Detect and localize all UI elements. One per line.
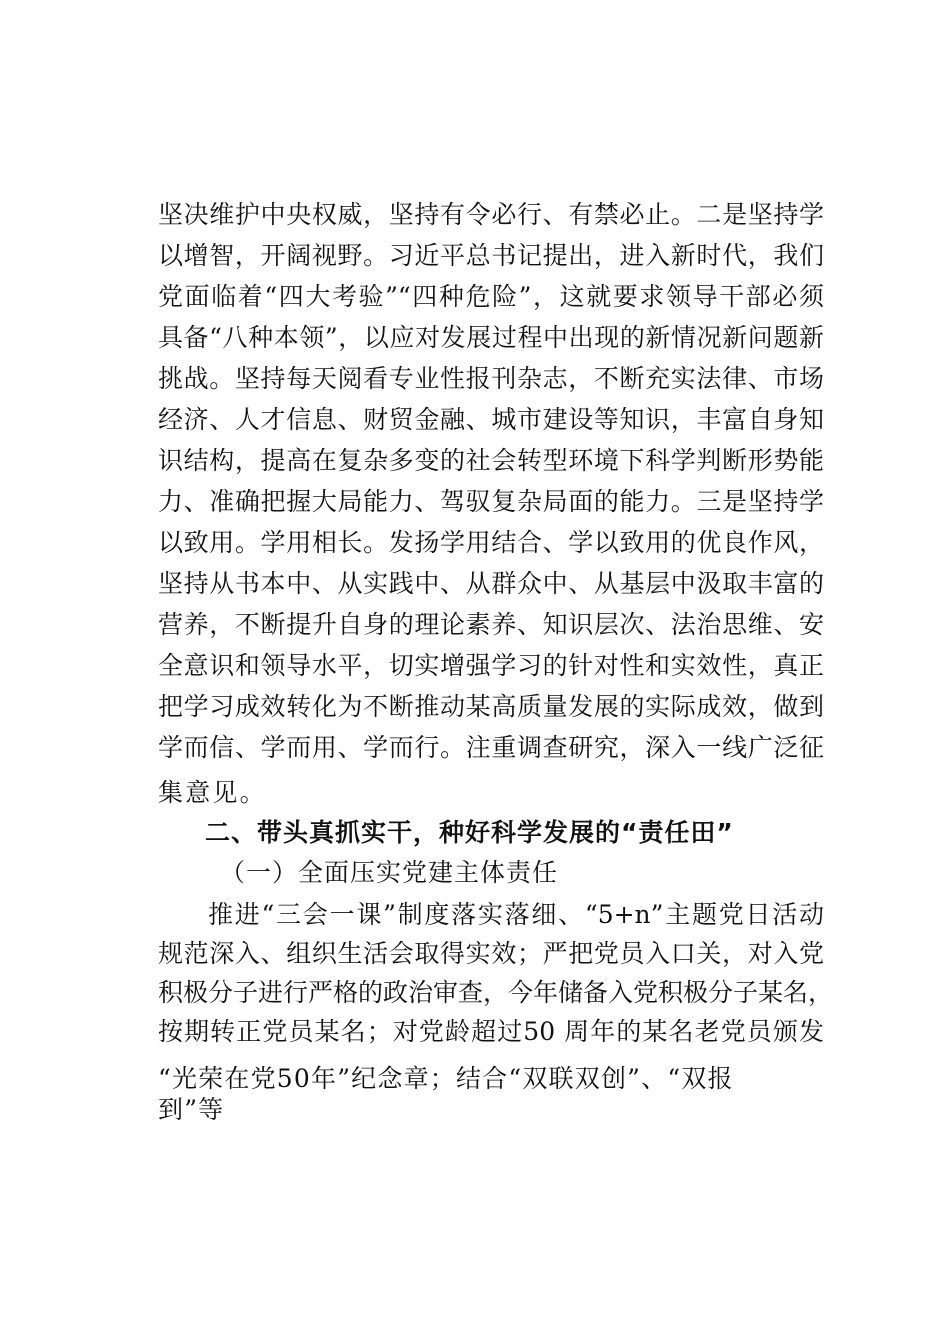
subsection-heading: （一）全面压实党建主体责任: [220, 858, 559, 887]
body-text-line: 推进“三会一课”制度落实落细、“5+n”主题党日活动: [208, 900, 824, 929]
body-text-line: 力、准确把握大局能力、驾驭复杂局面的能力。三是坚持学: [158, 487, 824, 516]
section-heading: 二、带头真抓实干，种好科学发展的“责任田”: [205, 818, 734, 847]
body-text-line: 按期转正党员某名；对党龄超过50 周年的某名老党员颁发: [158, 1017, 824, 1046]
body-text-line: 积极分子进行严格的政治审查，今年储备入党积极分子某名，: [158, 978, 834, 1007]
body-text-line: 全意识和领导水平，切实增强学习的针对性和实效性，真正: [158, 651, 824, 680]
body-text-line: 坚决维护中央权威，坚持有令必行、有禁必止。二是坚持学: [158, 200, 824, 229]
body-text-line: 坚持从书本中、从实践中、从群众中、从基层中汲取丰富的: [158, 569, 824, 598]
body-text-line: 经济、人才信息、财贸金融、城市建设等知识，丰富自身知: [158, 405, 824, 434]
body-text-line: 营养，不断提升自身的理论素养、知识层次、法治思维、安: [158, 610, 824, 639]
body-text-line: 到”等: [158, 1095, 225, 1124]
body-text-line: 规范深入、组织生活会取得实效；严把党员入口关，对入党: [158, 939, 824, 968]
body-text-line: 识结构，提高在复杂多变的社会转型环境下科学判断形势能: [158, 446, 824, 475]
body-text-line: 以致用。学用相长。发扬学用结合、学以致用的优良作风，: [158, 528, 824, 557]
body-text-line: 党面临着“四大考验”“四种危险”，这就要求领导干部必须: [158, 282, 824, 311]
body-text-line: “光荣在党50年”纪念章；结合“双联双创”、“双报: [158, 1064, 734, 1093]
body-text-line: 具备“八种本领”，以应对发展过程中出现的新情况新问题新: [158, 323, 824, 352]
body-text-line: 以增智，开阔视野。习近平总书记提出，进入新时代，我们: [158, 241, 824, 270]
body-text-line: 挑战。坚持每天阅看专业性报刊杂志，不断充实法律、市场: [158, 364, 824, 393]
body-text-line: 学而信、学而用、学而行。注重调查研究，深入一线广泛征: [158, 733, 824, 762]
body-text-line: 把学习成效转化为不断推动某高质量发展的实际成效，做到: [158, 692, 824, 721]
body-text-line: 集意见。: [158, 778, 267, 807]
